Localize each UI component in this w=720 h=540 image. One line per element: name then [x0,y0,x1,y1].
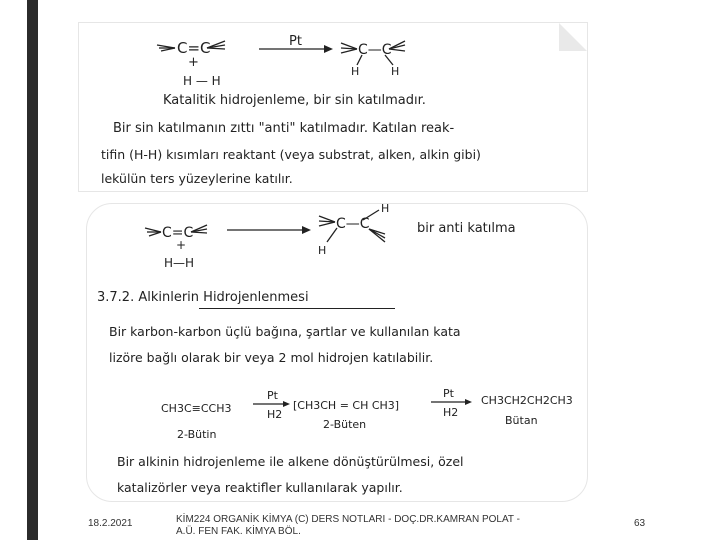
para1-line-1: Bir karbon-karbon üçlü bağına, şartlar ve kullanılan kata [109,324,461,339]
footer-course-line-1: KİM224 ORGANİK KİMYA (C) DERS NOTLARI - DOÇ.DR.KAMRAN POLAT - [176,514,520,525]
product-h-bottom: H [318,244,327,257]
anti-addition-label: bir anti katılma [417,221,516,236]
reaction-arrowhead [302,226,311,234]
section-heading: 3.7.2. Alkinlerin Hidrojenlenmesi [97,290,309,305]
para2-line-2: katalizörler veya reaktifler kullanılarak yapılır. [117,480,403,495]
footer-course-line-2: A.Ü. FEN FAK. KİMYA BÖL. [176,526,301,537]
para2-line-1: Bir alkinin hidrojenleme ile alkene dönüştürülmesi, özel [117,454,464,469]
reaction-arrowhead [324,45,333,53]
hydrogen-molecule: H — H [183,74,221,88]
product-h-right: H [391,65,400,78]
page-number: 63 [634,518,646,529]
name-butane: Bütan [505,414,538,427]
catalyst-1-bottom: H2 [267,408,283,421]
note-line-4: lekülün ters yüzeylerine katılır. [101,171,293,186]
para1-line-2: lizöre bağlı olarak bir veya 2 mol hidrojen katılabilir. [109,350,434,365]
product-h-left: H [351,65,360,78]
arrowhead-1 [283,401,290,407]
reactant-2-butyne: CH3C≡CCH3 [161,402,232,415]
name-2-butene: 2-Büten [323,418,367,431]
catalyst-1-top: Pt [267,389,278,402]
note-line-2: Bir sin katılmanın zıttı "anti" katılmadır. Katılan reak- [113,121,455,136]
reactant-alkene: C=C [177,39,211,57]
footer-course-info [176,514,520,538]
reactant-alkene: C=C [162,225,194,241]
product-h-top: H [381,204,390,215]
plus-sign: + [188,55,199,70]
handwritten-note-panel-top [78,22,588,192]
product-alkane: C—C [358,42,392,58]
name-2-butyne: 2-Bütin [177,428,217,441]
product-alkane: C—C [336,216,370,232]
handwritten-note-panel-bottom [86,203,588,502]
arrowhead-2 [465,399,472,405]
catalyst-2-top: Pt [443,387,454,400]
intermediate-2-butene: [CH3CH = CH CH3] [293,399,400,412]
note-line-1: Katalitik hidrojenleme, bir sin katılmadır. [163,93,426,108]
hydrogen-molecule: H—H [164,256,195,270]
catalyst-label: Pt [289,34,302,49]
footer-date: 18.2.2021 [88,518,133,529]
catalyst-2-bottom: H2 [443,406,459,419]
slide-sidebar-bar [27,0,38,540]
heading-underline [199,308,395,309]
note-line-3: tifin (H-H) kısımları reaktant (veya substrat, alken, alkin gibi) [101,147,481,162]
product-butane: CH3CH2CH2CH3 [481,394,573,407]
plus-sign: + [176,238,187,252]
